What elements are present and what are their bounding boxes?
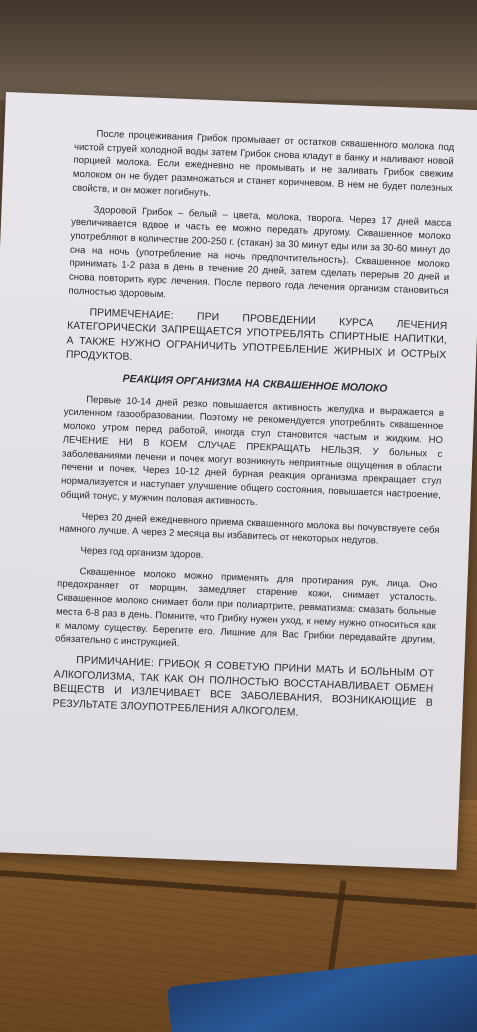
printed-sheet (0, 92, 477, 870)
paragraph-skin-use: Сквашенное молоко можно применять для протирания рук, лица. Оно предохраняет от морщин, замедляет старение кожи, снимает усталость. Сквашенное молоко снимает боли при полиартрите, ревматизма: смазать больные места 6-8 раз в день. Помните, что Грибку нужен уход, к нему нужно относиться как к малому существу. Берегите его. Лишние для Вас Грибки передавайте другим, обязательно с инструкцией. (54, 565, 438, 650)
warning-note: ПРИМЕЧЕНАИЕ: ПРИ ПРОВЕДЕНИИ КУРСА ЛЕЧЕНИЯ КАТЕГОРИЧЕСКИ ЗАПРЕЩАЕТСЯ УПОТРЕБЛЯТЬ СПИРТНЫЕ НАПИТКИ, А ТАКЖЕ НУЖНО ОГРАНИЧИТЬ УПОТРЕБЛЕНИЕ ЖИРНЫХ И ОСТРЫХ ПРОДУКТОВ. (65, 307, 448, 364)
paragraph-healthy-fungus: Здоровой Грибок – белый – цвета, молока, творога. Через 17 дней масса увеличивается вдвое и часть ее можно передать другому. Сквашенное молоко употребляют в количестве 200-250 г. (стакан) за 30 минут еды или за 30-60 минут до сна на ночь (употребление на ночь предпочтительность). Сквашенное молоко принимать 1-2 раза в день в течение 20 дней, затем сделать перерыв 20 дней и снова повторить курс лечения. После первого года лечения организм становиться полностью здоровым. (68, 204, 452, 301)
paragraph-one-year: Через год организм здоров. (80, 545, 204, 561)
background-wall (0, 0, 477, 100)
paragraph-twenty-days: Через 20 дней ежедневного приема сквашенного молока вы почувствуете себя намного лучше. А через 2 месяца вы избавитесь от некоторых недугов. (59, 510, 440, 547)
paragraph-rinsing: После процеживания Грибок промывает от остатков сквашенного молока под чистой струей холодной воды затем Грибок снова кладут в банку и наливают новой порцией молока. Если ежедневно не промывать и не заливать Грибок свежим молоком он не будет размножаться и станет коричневом. В нем не будет полезных свойств, и он может погибнуть. (72, 128, 455, 199)
final-note: ПРИМИЧАНИЕ: ГРИБОК Я СОВЕТУЮ ПРИНИ МАТЬ И БОЛЬНЫМ ОТ АЛКОГОЛИЗМА, ТАК КАК ОН ПОЛНОСТЬЮ ВОССТАНАВЛИВАЕТ ОБМЕН ВЕЩЕСТВ И ИЗЛЕЧИВАЕТ ВСЕ ЗАБОЛЕВАНИЯ, ВОЗНИКАЮЩИЕ В РЕЗУЛЬТАТЕ ЗЛОУПОТРЕБЛЕНИЯ АЛКОГОЛЕМ. (52, 655, 435, 719)
section-heading: РЕАКЦИЯ ОРГАНИЗМА НА СКВАШЕННОЕ МОЛОКО (122, 373, 388, 395)
sheet-text (52, 127, 454, 733)
paragraph-first-days: Первые 10-14 дней резко повышается активность желудка и выражается в усиленном газообразовании. Поэтому не рекомендуется употреблять сквашенное молоко утром перед работой, иногда стул становится частым и жидким. НО ЛЕЧЕНИЕ НИ В КОЕМ СЛУЧАЕ ПРЕКРАЩАТЬ НЕЛЬЗЯ. У больных с заболеваниями печени и почек могут возникнуть неприятные ощущения в области печени и почек. Через 10-12 дней бурная реакция организма прекращает стул нормализуется и наступает улучшение общего состояния, повышается настроение, общий тонус, у мужчин половая активность. (60, 394, 445, 508)
